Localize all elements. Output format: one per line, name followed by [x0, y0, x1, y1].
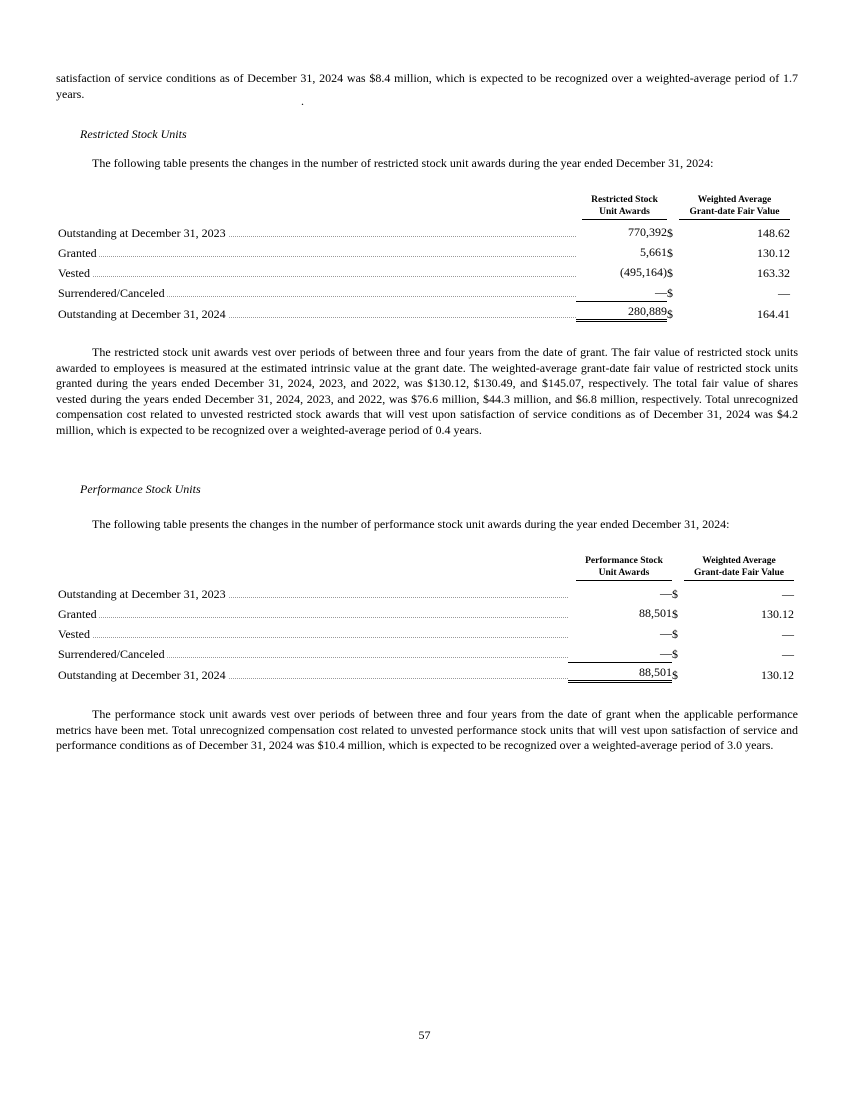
value-cell: —: [782, 587, 794, 601]
units-cell: 88,501: [568, 662, 672, 683]
row-label: Outstanding at December 31, 2024: [58, 307, 226, 321]
currency-cell: $: [667, 307, 673, 321]
rsu-body: The restricted stock unit awards vest over periods of between three and four years from the date of grant. The fair value of restricted stock units awarded to employees is measured at the estimated intrinsic value at the grant date. The weighted-average grant-date fair value of restricted stock units granted during the years ended December 31, 2024, 2023, and 2022, was $130.12, $130.49, and $145.07, respectively. The total fair value of shares vested during the years ended December 31, 2024, 2023, and 2022, was $76.6 million, $44.3 million, and $6.8 million, respectively. Total unrecognized compensation cost related to unvested restricted stock awards that will vest upon satisfaction of service conditions as of December 31, 2024 was $4.2 million, which is expected to be recognized over a weighted-average period of 0.4 years.: [56, 345, 798, 437]
rsu-table-header: [58, 194, 790, 221]
rsu-col-value-header: Weighted Average Grant-date Fair Value: [667, 194, 790, 221]
currency-cell: $: [672, 607, 678, 621]
row-label: Granted: [58, 607, 97, 621]
intro-paragraph: satisfaction of service conditions as of December 31, 2024 was $8.4 million, which is expected to be recognized over a weighted-average period of 1.7 years.: [56, 71, 798, 101]
row-label: Outstanding at December 31, 2023: [58, 587, 226, 601]
value-cell: 148.62: [757, 226, 790, 240]
currency-cell: $: [672, 668, 678, 682]
currency-cell: $: [667, 246, 673, 260]
units-cell: —: [660, 646, 672, 660]
currency-cell: $: [667, 266, 673, 280]
currency-cell: $: [672, 587, 678, 601]
value-cell: 130.12: [757, 246, 790, 260]
table-row-total: [58, 662, 794, 683]
units-cell: 280,889: [576, 301, 667, 322]
units-cell: 5,661: [640, 245, 667, 259]
value-cell: —: [782, 627, 794, 641]
currency-cell: $: [667, 286, 673, 300]
table-row: [58, 582, 794, 602]
psu-intro: The following table presents the changes in the number of performance stock unit awards during the year ended December 31, 2024:: [92, 517, 730, 531]
psu-body: The performance stock unit awards vest over periods of between three and four years from the date of grant when the applicable performance metrics have been met. Total unrecognized compensation cost related to unvested performance stock units that will vest upon satisfaction of service and performance conditions as of December 31, 2024 was $10.4 million, which is expected to be recognized over a weighted-average period of 3.0 years.: [56, 707, 798, 753]
table-row-total: [58, 301, 790, 322]
row-label: Surrendered/Canceled: [58, 286, 165, 300]
row-label: Outstanding at December 31, 2024: [58, 668, 226, 682]
psu-table-header: [58, 555, 794, 582]
table-row: [58, 622, 794, 642]
psu-col-value-header: Weighted Average Grant-date Fair Value: [672, 555, 794, 582]
units-cell: —: [655, 285, 667, 299]
value-cell: 130.12: [761, 668, 794, 682]
rsu-heading: Restricted Stock Units: [80, 127, 187, 141]
rsu-col-units-header: Restricted Stock Unit Awards: [576, 194, 667, 221]
psu-col-units-header: Performance Stock Unit Awards: [568, 555, 672, 582]
units-cell: (495,164): [620, 265, 667, 279]
value-cell: 163.32: [757, 266, 790, 280]
row-label: Surrendered/Canceled: [58, 647, 165, 661]
rsu-table: [58, 194, 790, 322]
units-cell: 88,501: [639, 606, 672, 620]
value-cell: —: [782, 647, 794, 661]
table-row: [58, 261, 790, 281]
units-cell: 770,392: [628, 225, 667, 239]
psu-table: [58, 555, 794, 683]
value-cell: 164.41: [757, 307, 790, 321]
table-row: [58, 642, 794, 662]
row-label: Outstanding at December 31, 2023: [58, 226, 226, 240]
value-cell: —: [778, 286, 790, 300]
stray-mark: .: [301, 94, 304, 108]
table-row: [58, 281, 790, 301]
currency-cell: $: [672, 627, 678, 641]
value-cell: 130.12: [761, 607, 794, 621]
table-row: [58, 221, 790, 241]
row-label: Vested: [58, 266, 90, 280]
rsu-intro: The following table presents the changes in the number of restricted stock unit awards during the year ended December 31, 2024:: [92, 156, 714, 170]
page-number: 57: [418, 1028, 431, 1042]
units-cell: —: [660, 626, 672, 640]
row-label: Vested: [58, 627, 90, 641]
currency-cell: $: [667, 226, 673, 240]
table-row: [58, 602, 794, 622]
row-label: Granted: [58, 246, 97, 260]
currency-cell: $: [672, 647, 678, 661]
table-row: [58, 241, 790, 261]
units-cell: —: [660, 586, 672, 600]
psu-heading: Performance Stock Units: [80, 482, 201, 496]
